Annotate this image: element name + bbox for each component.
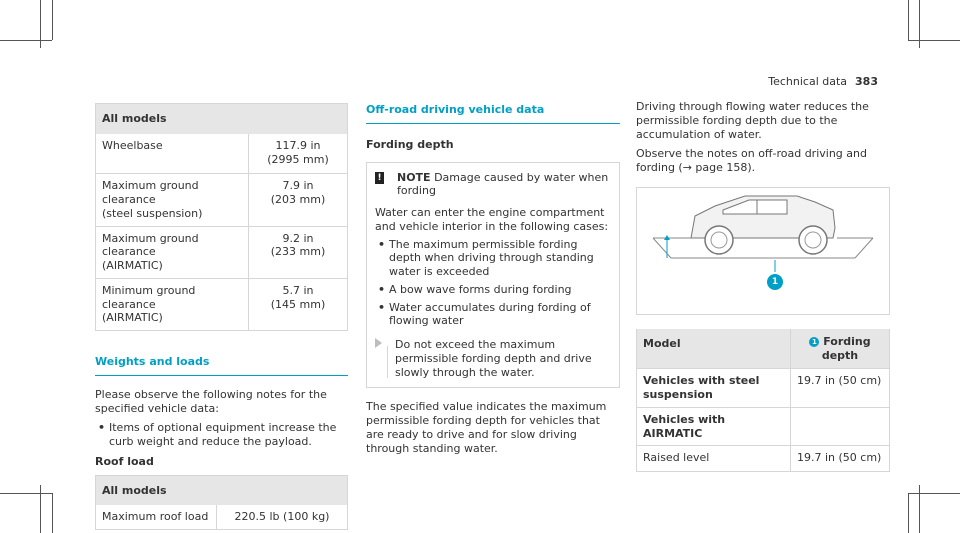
step-text: Do not exceed the maximum permissible fording depth and drive slowly through the water. <box>395 338 592 379</box>
table-row <box>96 226 348 278</box>
row-label: Maximum ground clearance (steel suspension) <box>96 174 249 226</box>
list-item: • The maximum permissible fording depth when driving through standing water is exceeded <box>389 238 611 279</box>
crop-mark <box>908 493 909 533</box>
row-value: 9.2 in (233 mm) <box>249 226 348 278</box>
crop-mark <box>0 40 52 41</box>
weights-intro: Please observe the following notes for the specified vehicle data: <box>95 387 327 415</box>
table-row <box>96 134 348 174</box>
car-fording-illustration <box>637 188 891 314</box>
table-row <box>96 278 348 330</box>
row-value <box>791 407 890 446</box>
offroad-heading: Off-road driving vehicle data <box>366 103 620 124</box>
fording-explanation: The specified value indicates the maximum permissible fording depth for vehicles that are ready to drive and for slow driving through standing water. <box>366 400 607 455</box>
flowing-water-para: Driving through flowing water reduces the permissible fording depth due to the accumulation of water. <box>636 100 869 141</box>
play-arrow-icon <box>375 338 382 348</box>
note-title <box>375 171 611 199</box>
row-value: 220.5 lb (100 kg) <box>217 505 348 529</box>
step-bar <box>387 346 388 378</box>
observe-notes-para: Observe the notes on off-road driving and fording (→ page 158). <box>636 147 867 174</box>
row-label: Vehicles with steel suspension <box>637 369 791 408</box>
list-item: • Items of optional equipment increase the curb weight and reduce the payload. <box>109 421 348 449</box>
note-label: NOTE <box>397 170 431 184</box>
weights-heading: Weights and loads <box>95 355 348 376</box>
crop-mark <box>908 493 960 494</box>
col-fording-depth <box>791 329 890 369</box>
callout-1-icon: 1 <box>809 337 819 347</box>
note-body: Water can enter the engine compartment and vehicle interior in the following cases: <box>375 206 609 233</box>
col-fording-depth-label: Fording depth <box>821 334 871 362</box>
crop-mark <box>52 0 53 40</box>
list-item: • Water accumulates during fording of flowing water <box>389 301 611 329</box>
row-label: Vehicles with AIRMATIC <box>637 407 791 446</box>
row-label: Maximum ground clearance (AIRMATIC) <box>96 226 249 278</box>
row-label: Minimum ground clearance (AIRMATIC) <box>96 278 249 330</box>
fording-depth-heading: Fording depth <box>366 137 454 151</box>
section-name: Technical data <box>768 75 848 88</box>
table-row <box>637 407 890 446</box>
table-heading: All models <box>95 103 348 134</box>
table-row <box>637 369 890 408</box>
right-column <box>636 100 890 472</box>
col-model: Model <box>637 329 791 369</box>
fording-figure <box>636 187 890 315</box>
callout-1-icon: 1 <box>767 274 783 290</box>
table-heading: All models <box>95 475 348 506</box>
row-label: Raised level <box>637 446 791 472</box>
note-text: Damage caused by water when fording <box>397 170 609 198</box>
row-label: Maximum roof load <box>96 505 217 529</box>
dimensions-table <box>95 103 348 331</box>
note-box <box>366 162 620 389</box>
roof-load-table <box>95 475 348 531</box>
note-list <box>375 238 611 329</box>
table-header <box>637 329 890 369</box>
row-value: 7.9 in (203 mm) <box>249 174 348 226</box>
crop-mark <box>908 40 960 41</box>
row-value: 19.7 in (50 cm) <box>791 369 890 408</box>
crop-mark <box>0 493 52 494</box>
left-column <box>95 103 348 530</box>
page-number: 383 <box>855 75 878 88</box>
warning-icon: ! <box>375 172 384 184</box>
row-value: 117.9 in (2995 mm) <box>249 134 348 174</box>
list-item: • A bow wave forms during fording <box>389 283 611 297</box>
table-row <box>96 174 348 226</box>
row-value: 19.7 in (50 cm) <box>791 446 890 472</box>
row-label: Wheelbase <box>96 134 249 174</box>
middle-column <box>366 103 620 455</box>
table-row <box>96 505 348 529</box>
page-header <box>768 75 878 89</box>
row-value: 5.7 in (145 mm) <box>249 278 348 330</box>
crop-mark <box>52 493 53 533</box>
roof-load-heading: Roof load <box>95 454 154 468</box>
fording-depth-table <box>636 329 890 473</box>
crop-mark <box>908 0 909 40</box>
table-row <box>637 446 890 472</box>
weights-list <box>95 421 348 449</box>
action-step <box>375 338 611 379</box>
